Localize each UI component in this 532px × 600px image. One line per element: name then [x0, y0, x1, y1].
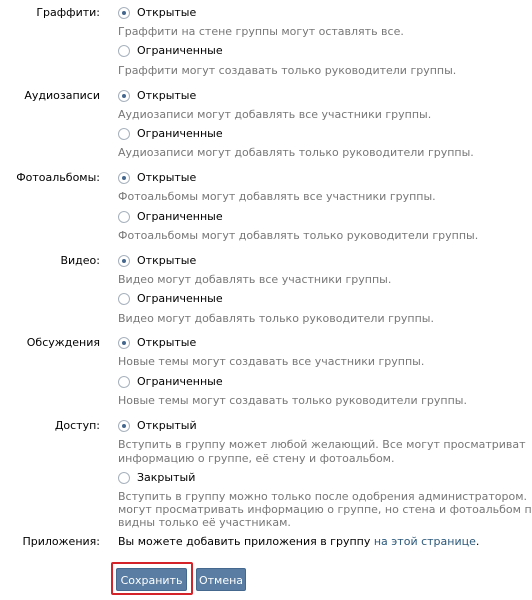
apps-text	[118, 535, 479, 548]
photo-closed-label: Ограниченные	[137, 210, 223, 223]
radio-selected-icon[interactable]	[118, 90, 130, 102]
radio-selected-icon[interactable]	[118, 172, 130, 184]
discussions-open-label: Открытые	[137, 336, 197, 349]
radio-icon[interactable]	[118, 376, 130, 388]
audio-label: Аудиозаписи	[24, 89, 100, 102]
access-open-hint-2: информацию о группе, её стену и фотоальбом.	[118, 452, 395, 465]
discussions-closed-option[interactable]	[118, 375, 223, 388]
radio-icon[interactable]	[118, 211, 130, 223]
access-open-hint-1: Вступить в группу может любой желающий. Все могут просматриват	[118, 438, 526, 451]
graffiti-open-option[interactable]	[118, 6, 196, 19]
audio-open-label: Открытые	[137, 89, 197, 102]
graffiti-closed-hint: Граффити могут создавать только руководители группы.	[118, 64, 457, 77]
access-closed-hint-2: могут просматривать информацию о группе, но стена и фотоальбом п	[118, 503, 532, 516]
video-open-label: Открытые	[137, 254, 197, 267]
video-open-hint: Видео могут добавлять все участники группы.	[118, 273, 392, 286]
radio-icon[interactable]	[118, 45, 130, 57]
video-label: Видео:	[60, 254, 100, 267]
access-closed-label: Закрытый	[137, 471, 196, 484]
radio-icon[interactable]	[118, 293, 130, 305]
graffiti-closed-label: Ограниченные	[137, 44, 223, 57]
access-closed-hint-3: видны только её участникам.	[118, 516, 291, 529]
graffiti-closed-option[interactable]	[118, 44, 223, 57]
video-open-option[interactable]	[118, 254, 196, 267]
audio-closed-label: Ограниченные	[137, 127, 223, 140]
radio-icon[interactable]	[118, 472, 130, 484]
graffiti-label: Граффити:	[36, 6, 100, 19]
discussions-closed-hint: Новые темы могут создавать только руководители группы.	[118, 394, 467, 407]
photo-label: Фотоальбомы:	[16, 171, 100, 184]
radio-selected-icon[interactable]	[118, 255, 130, 267]
audio-closed-hint: Аудиозаписи могут добавлять только руководители группы.	[118, 146, 474, 159]
audio-open-hint: Аудиозаписи могут добавлять все участники группы.	[118, 108, 432, 121]
graffiti-open-label: Открытые	[137, 6, 197, 19]
radio-selected-icon[interactable]	[118, 7, 130, 19]
photo-open-option[interactable]	[118, 171, 196, 184]
apps-page-link[interactable]: на этой странице	[373, 535, 476, 548]
video-closed-label: Ограниченные	[137, 292, 223, 305]
audio-closed-option[interactable]	[118, 127, 223, 140]
radio-selected-icon[interactable]	[118, 420, 130, 432]
apps-description: Вы можете добавить приложения в группу	[118, 535, 374, 548]
discussions-open-hint: Новые темы могут создавать все участники группы.	[118, 355, 425, 368]
audio-open-option[interactable]	[118, 89, 196, 102]
discussions-closed-label: Ограниченные	[137, 375, 223, 388]
discussions-open-option[interactable]	[118, 336, 196, 349]
radio-icon[interactable]	[118, 128, 130, 140]
cancel-button[interactable]: Отмена	[196, 568, 246, 591]
apps-label: Приложения:	[22, 535, 100, 548]
video-closed-hint: Видео могут добавлять только руководители группы.	[118, 312, 434, 325]
photo-closed-option[interactable]	[118, 210, 223, 223]
apps-period: .	[475, 535, 480, 548]
graffiti-open-hint: Граффити на стене группы могут оставлять все.	[118, 25, 404, 38]
radio-selected-icon[interactable]	[118, 337, 130, 349]
access-open-option[interactable]	[118, 419, 197, 432]
photo-open-label: Открытые	[137, 171, 197, 184]
access-label: Доступ:	[54, 419, 100, 432]
access-open-label: Открытый	[137, 419, 197, 432]
save-button[interactable]: Сохранить	[116, 568, 187, 591]
video-closed-option[interactable]	[118, 292, 223, 305]
photo-open-hint: Фотоальбомы могут добавлять все участники группы.	[118, 190, 436, 203]
access-closed-option[interactable]	[118, 471, 195, 484]
photo-closed-hint: Фотоальбомы могут добавлять только руководители группы.	[118, 229, 479, 242]
discussions-label: Обсуждения	[26, 336, 100, 349]
access-closed-hint-1: Вступить в группу можно только после одобрения администратором.	[118, 490, 528, 503]
